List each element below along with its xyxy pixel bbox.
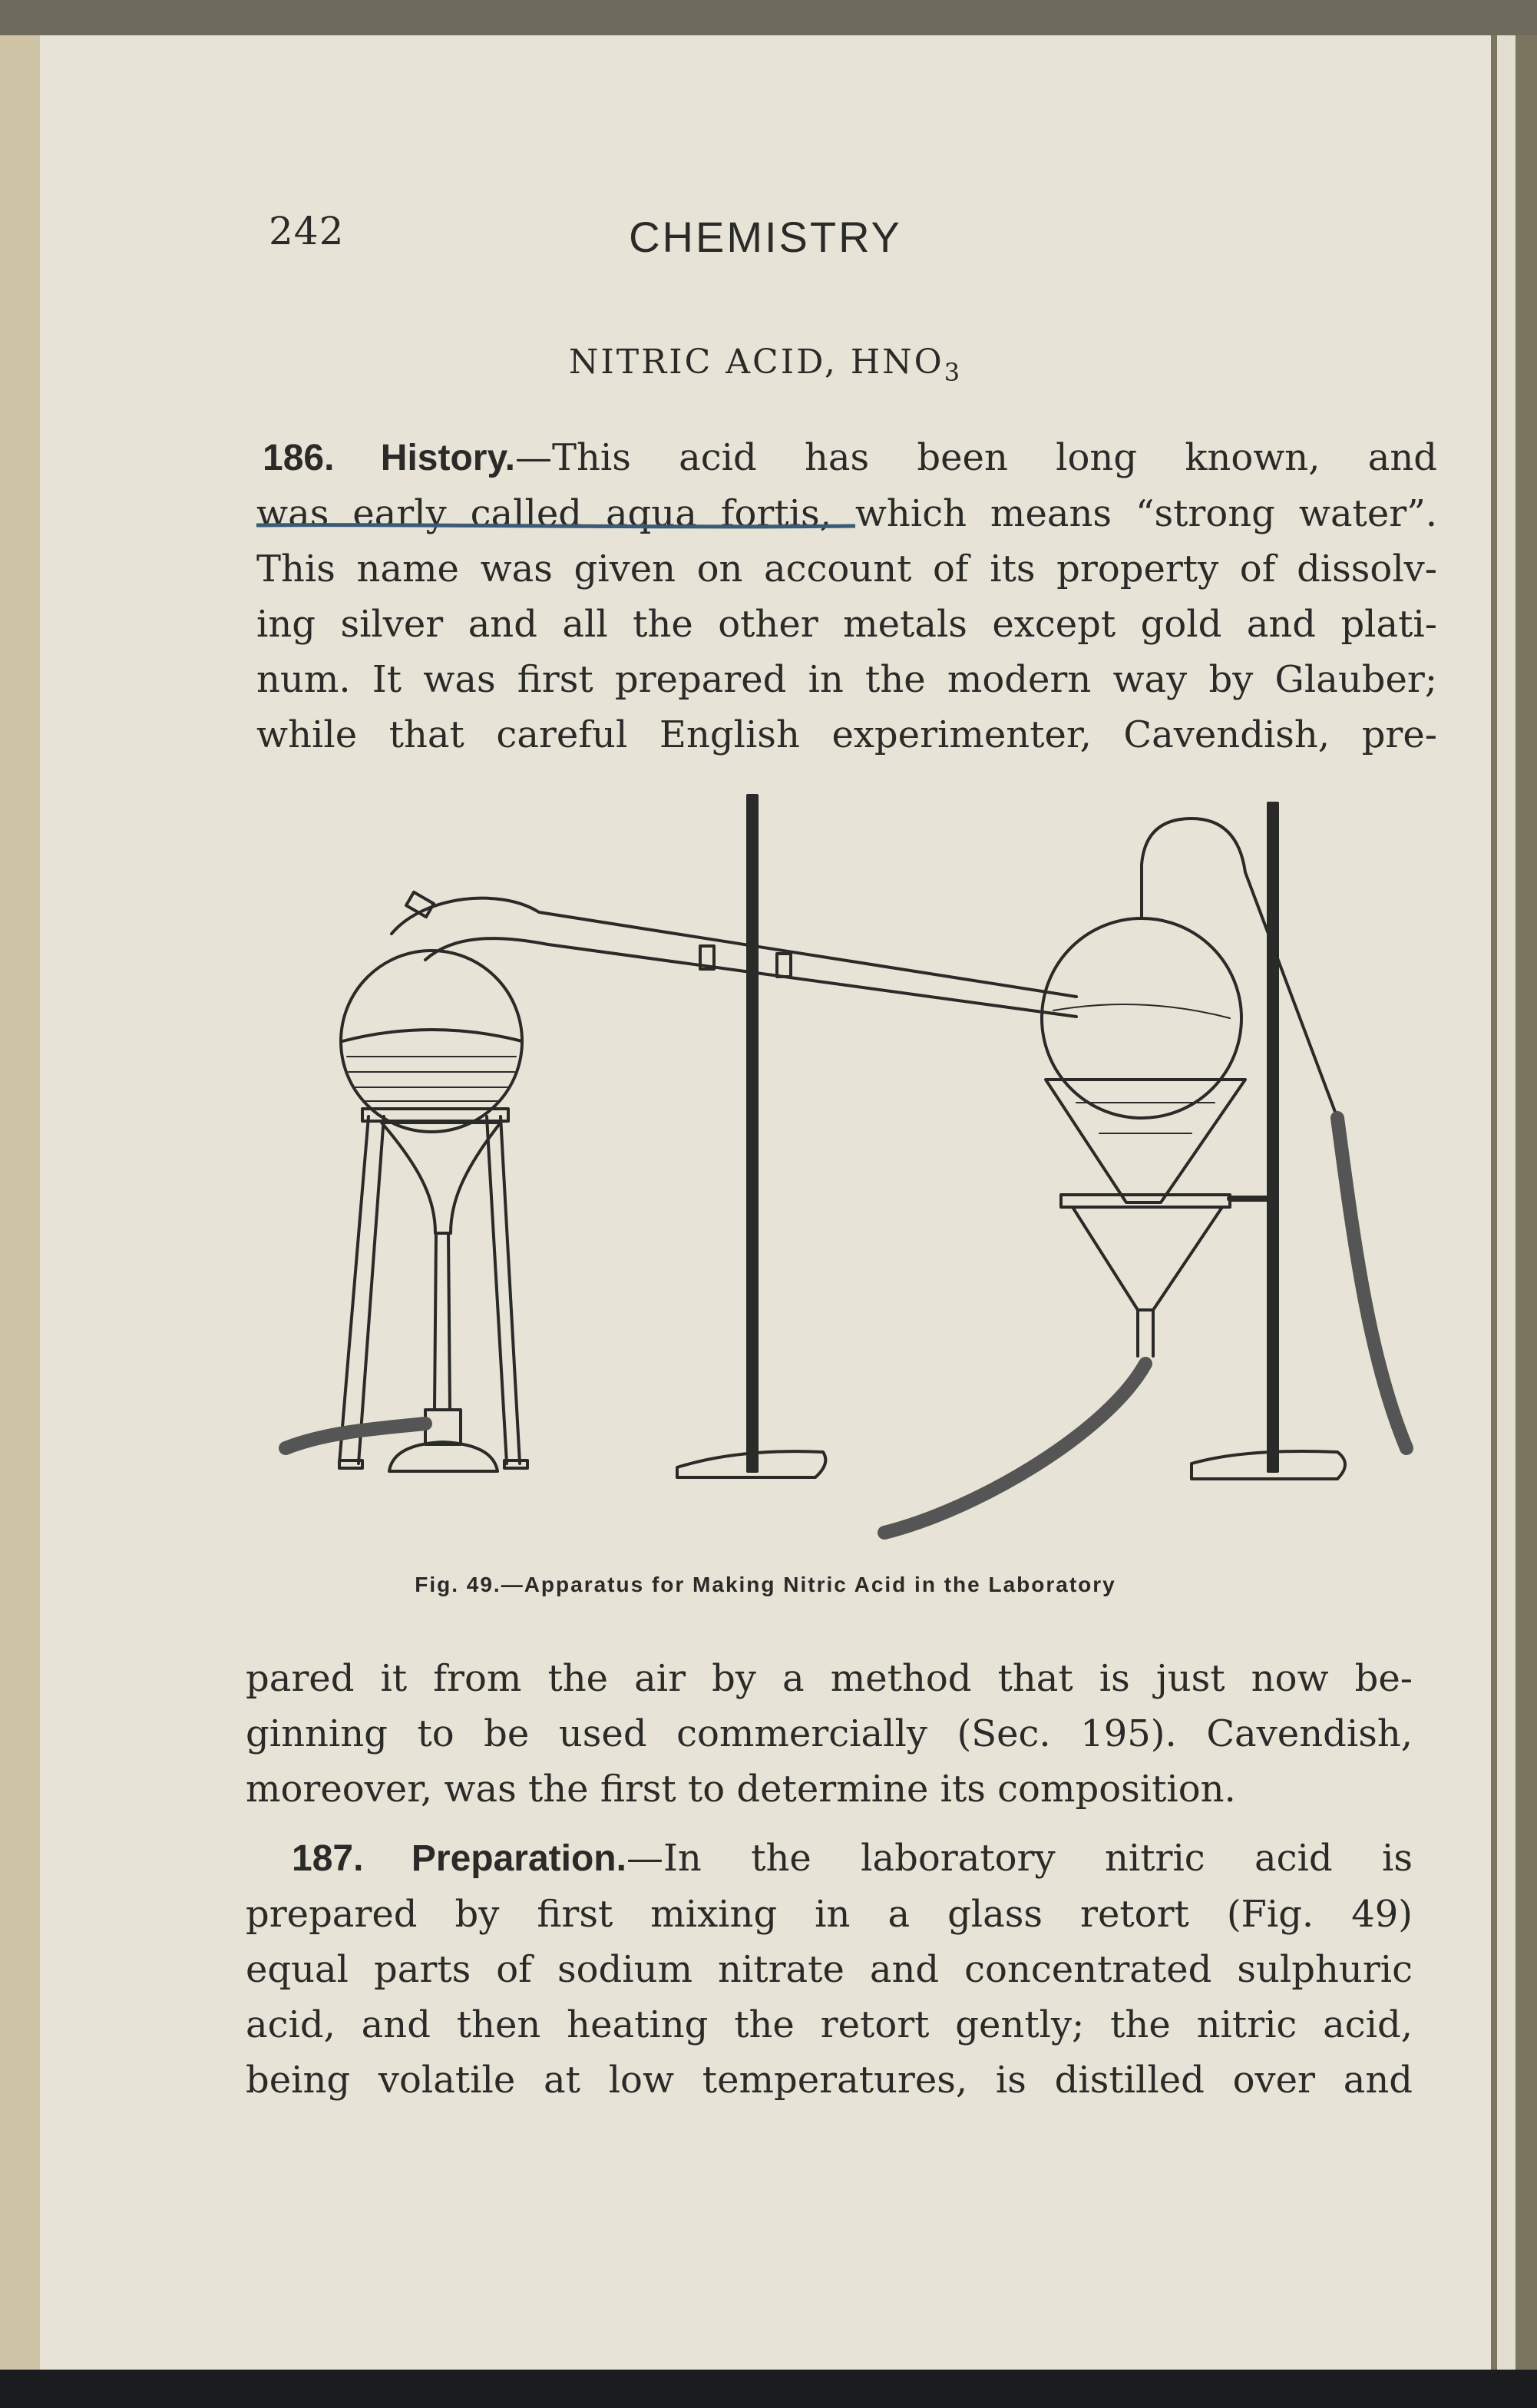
preparation-line-4: acid, and then heating the retort gently; the nitric acid, (246, 2003, 1413, 2046)
center-stand (677, 796, 825, 1477)
next-page-edge (1491, 35, 1537, 2370)
section-heading (40, 342, 1491, 387)
continuation-line-2: ginning to be used commercially (Sec. 195). Cavendish, (246, 1712, 1413, 1755)
scan-bottom-background (0, 2370, 1537, 2408)
preparation-line-1: 187. Preparation.—In the laboratory nitric acid is (292, 1837, 1413, 1880)
history-line-2: was early called aqua fortis, which means “strong water”. (256, 492, 1437, 535)
paragraph-preparation (246, 1831, 1413, 2108)
history-line-1: 186. History.—This acid has been long known, and (263, 436, 1438, 479)
book-cover-top (0, 0, 1537, 35)
running-head: CHEMISTRY (629, 213, 902, 261)
bunsen-burner (286, 1123, 501, 1471)
history-line-6: while that careful English experimenter, Cavendish, pre- (256, 713, 1437, 756)
preparation-line-5: being volatile at low temperatures, is distilled over and (246, 2059, 1413, 2102)
preparation-line-3: equal parts of sodium nitrate and concentrated sulphuric (246, 1948, 1413, 1991)
history-line-5: num. It was first prepared in the modern way by Glauber; (256, 658, 1437, 701)
figure-caption: Fig. 49.—Apparatus for Making Nitric Acid in the Laboratory (415, 1573, 1116, 1596)
section-heading-text: NITRIC ACID, HNO (568, 342, 944, 382)
next-page-strip (1497, 35, 1516, 2370)
page-binding-edge (0, 35, 40, 2370)
page-number: 242 (269, 209, 345, 253)
continuation-line-3: moreover, was the first to determine its composition. (246, 1768, 1236, 1811)
history-label: 186. History. (263, 438, 515, 478)
glass-retort (341, 892, 1076, 1132)
pen-underline-mark (256, 522, 855, 530)
preparation-label: 187. Preparation. (292, 1838, 626, 1879)
history-line-4: ing silver and all the other metals except gold and plati- (256, 603, 1437, 646)
section-heading-subscript: 3 (944, 357, 963, 387)
preparation-line-2: prepared by first mixing in a glass retort (Fig. 49) (246, 1893, 1413, 1936)
continuation-line-1: pared it from the air by a method that is just now be- (246, 1657, 1413, 1700)
right-stand (1192, 803, 1345, 1479)
receiver-flask (884, 819, 1406, 1533)
book-page (40, 35, 1491, 2370)
history-line-3: This name was given on account of its property of dissolv- (256, 547, 1437, 590)
paragraph-history-continued (246, 1651, 1413, 1817)
retort-stand (339, 1109, 527, 1468)
paragraph-history (256, 430, 1438, 762)
figure-apparatus-illustration (247, 772, 1414, 1556)
